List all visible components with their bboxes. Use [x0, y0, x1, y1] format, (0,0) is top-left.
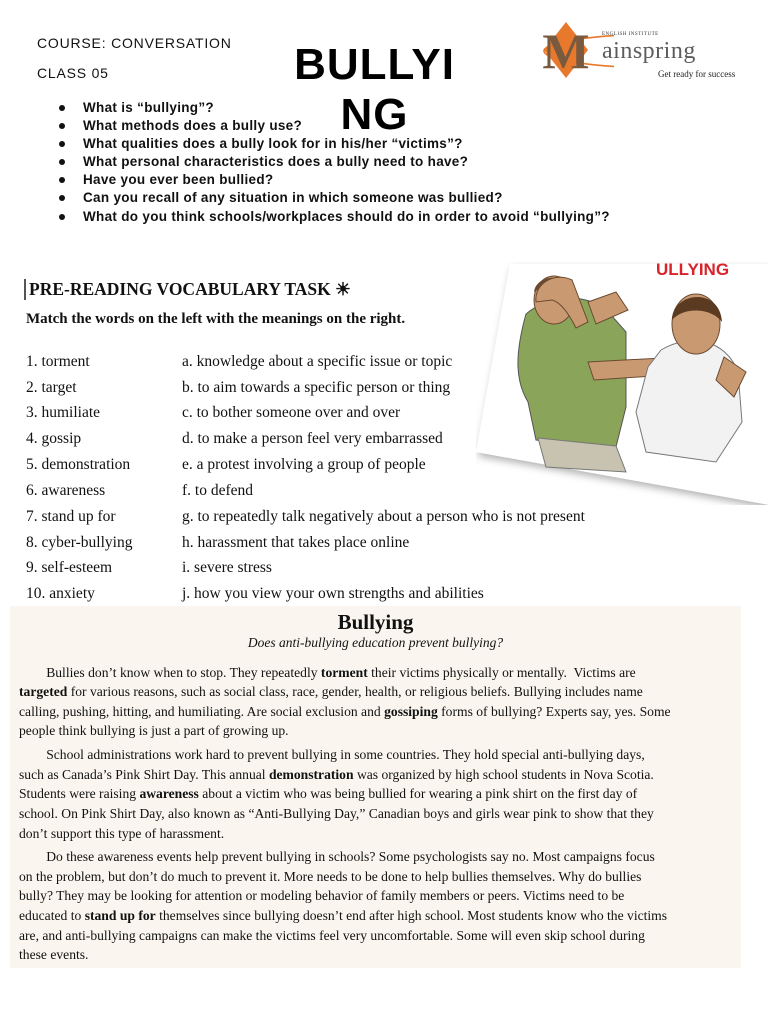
reading-line: on the problem, but don’t do much to prevent it. More needs to be done to help bullies themselves. Why do bullies — [19, 869, 642, 884]
mainspring-logo — [540, 18, 750, 86]
vocab-definition: g. to repeatedly talk negatively about a person who is not present — [182, 507, 585, 525]
vocab-word: 7. stand up for — [26, 507, 116, 525]
bullet-icon — [59, 159, 65, 165]
vocab-definition: a. knowledge about a specific issue or topic — [182, 353, 453, 370]
question-item: What is “bullying”? — [59, 99, 610, 117]
vocab-definition: d. to make a person feel very embarrassed — [182, 429, 443, 447]
vocab-word: 3. humiliate — [26, 404, 101, 421]
vocab-definition: j. how you view your own strengths and abilities — [182, 585, 484, 602]
reading-line: people think bullying is just a part of growing up. — [19, 723, 289, 738]
question-item: What personal characteristics does a bully need to have? — [59, 153, 610, 171]
page-title: BULLYING — [294, 40, 455, 139]
logo-institute: ENGLISH INSTITUTE — [602, 32, 659, 37]
reading-line: Students were raising awareness about a victim who was being bullied for wearing a pink shirt on the first day of — [19, 786, 638, 801]
reading-line: targeted for various reasons, such as social class, race, gender, health, or religious beliefs. Bullying includes name — [19, 684, 643, 699]
reading-subtitle: Does anti-bullying education prevent bullying? — [247, 635, 504, 650]
reading-line: don’t support this type of harassment. — [19, 825, 225, 841]
reading-line: School administrations work hard to prevent bullying in some countries. They hold special anti-bullying days, — [19, 747, 645, 762]
vocab-word: 2. target — [26, 378, 77, 396]
vocab-row — [26, 534, 626, 554]
vocab-instructions: Match the words on the left with the meanings on the right. — [26, 311, 406, 327]
bullet-icon — [59, 123, 65, 129]
vocab-row — [26, 559, 626, 579]
reading-line: calling, pushing, hitting, and humiliating. Are social exclusion and gossiping forms of bullying? Experts say, yes. Some — [19, 703, 671, 719]
question-item: Can you recall of any situation in which someone was bullied? — [59, 189, 610, 207]
bullying-illustration — [476, 262, 768, 505]
reading-line: Bullies don’t know when to stop. They repeatedly torment their victims physically or mentally. Victims are — [19, 665, 636, 680]
reading-passage — [10, 606, 741, 968]
vocab-word: 4. gossip — [26, 429, 82, 447]
bullet-icon — [59, 195, 65, 201]
vocab-word: 5. demonstration — [26, 456, 131, 473]
reading-line: such as Canada’s Pink Shirt Day. This annual demonstration was organized by high school students in Nova Scotia. — [19, 767, 654, 782]
question-item: What qualities does a bully look for in his/her “victims”? — [59, 135, 610, 153]
reading-line: Do these awareness events help prevent bullying in schools? Some psychologists say no. Most campaigns focus — [19, 849, 655, 864]
discussion-questions — [59, 99, 610, 226]
bullet-icon — [59, 214, 65, 220]
reading-title: Bullying — [337, 610, 414, 634]
question-item: What do you think schools/workplaces should do in order to avoid “bullying”? — [59, 208, 610, 226]
reading-line: school. On Pink Shirt Day, also known as “Anti-Bullying Day,” Canadian boys and girls wear pink to show that they — [19, 806, 654, 821]
reading-line: educated to stand up for themselves since bullying doesn’t end after high school. Most students know who the victims — [19, 908, 668, 923]
bullet-icon — [59, 177, 65, 183]
question-item: Have you ever been bullied? — [59, 171, 610, 189]
vocab-word: 1. torment — [26, 353, 90, 370]
vocab-definition: b. to aim towards a specific person or thing — [182, 378, 451, 396]
question-item: What methods does a bully use? — [59, 117, 610, 135]
vocab-definition: c. to bother someone over and over — [182, 404, 401, 421]
vocab-definition: h. harassment that takes place online — [182, 534, 410, 551]
vocab-task-title: PRE-READING VOCABULARY TASK ☀ — [24, 279, 351, 300]
bullet-icon — [59, 141, 65, 147]
reading-line: these events. — [19, 947, 89, 962]
logo-name: ainspring — [602, 38, 696, 64]
vocab-word: 6. awareness — [26, 482, 106, 499]
vocab-word: 9. self-esteem — [26, 559, 113, 576]
svg-text:M: M — [542, 23, 590, 79]
reading-line: bully? They may be looking for attention or modeling behavior of family members or peers. Victims need to be — [19, 888, 625, 903]
course-label: COURSE: CONVERSATION — [37, 35, 232, 51]
reading-line: are, and anti-bullying campaigns can make the victims feel very uncomfortable. Some will even skip school during — [19, 928, 645, 943]
vocab-word: 10. anxiety — [26, 585, 95, 602]
sign-text: ULLYING — [656, 262, 730, 279]
vocab-definition: i. severe stress — [182, 559, 272, 576]
bullet-icon — [59, 105, 65, 111]
vocab-word: 8. cyber-bullying — [26, 534, 133, 551]
vocab-definition: f. to defend — [182, 482, 254, 499]
vocab-row — [26, 508, 626, 528]
vocab-definition: e. a protest involving a group of people — [182, 456, 426, 473]
logo-tagline: Get ready for success — [658, 69, 736, 79]
class-label: CLASS 05 — [37, 65, 109, 81]
vocab-row — [26, 585, 626, 605]
